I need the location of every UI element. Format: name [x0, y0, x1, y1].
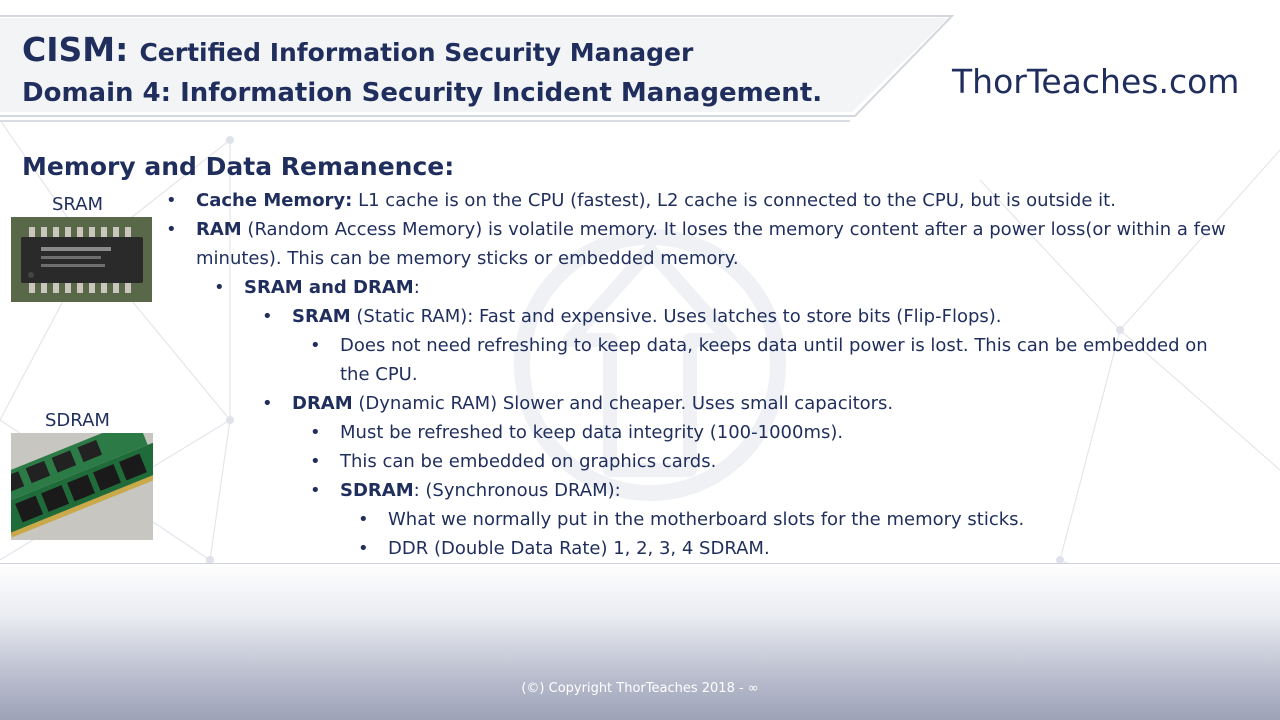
bullet-sdram	[0, 476, 1280, 505]
bullet-cache-memory	[0, 186, 1280, 215]
bullet-text: : (Synchronous DRAM):	[413, 480, 621, 501]
sram-caption: SRAM	[52, 194, 104, 215]
bullet-dram-refresh: • Must be refreshed to keep data integrity (100-1000ms).	[0, 418, 1280, 447]
bullet-text: L1 cache is on the CPU (fastest), L2 cache is connected to the CPU, but is outside it.	[352, 190, 1116, 211]
bullet-sram-refresh: • Does not need refreshing to keep data, keeps data until power is lost. This can be embedded on the CPU.	[0, 331, 1280, 389]
bullet-term: Cache Memory:	[196, 190, 353, 211]
bullet-text: (Dynamic RAM) Slower and cheaper. Uses small capacitors.	[352, 393, 894, 414]
footer-divider	[0, 563, 1280, 564]
bullet-list	[0, 186, 1280, 563]
bullet-dram	[0, 389, 1280, 418]
bullet-text: :	[413, 277, 420, 298]
bullet-ram	[0, 215, 1280, 273]
course-title	[22, 30, 693, 69]
domain-subtitle: Domain 4: Information Security Incident Management.	[22, 78, 823, 108]
bullet-sram	[0, 302, 1280, 331]
bullet-term: RAM	[196, 219, 242, 240]
bullet-term: SDRAM	[340, 480, 414, 501]
bullet-term: SRAM and DRAM	[244, 277, 414, 298]
bullet-text: (Random Access Memory) is volatile memory. It loses the memory content after a power loss(or within a few minutes). This can be memory sticks or embedded memory.	[196, 219, 1226, 269]
bullet-sdram-ddr: • DDR (Double Data Rate) 1, 2, 3, 4 SDRAM.	[0, 534, 1280, 563]
bullet-text: (Static RAM): Fast and expensive. Uses latches to store bits (Flip-Flops).	[350, 306, 1002, 327]
footer-gradient	[0, 563, 1280, 720]
bullet-term: SRAM	[292, 306, 351, 327]
bullet-term: DRAM	[292, 393, 353, 414]
brand-name: ThorTeaches.com	[952, 62, 1240, 101]
bullet-sdram-motherboard: • What we normally put in the motherboard slots for the memory sticks.	[0, 505, 1280, 534]
copyright-footer: (©) Copyright ThorTeaches 2018 - ∞	[521, 681, 759, 696]
course-full-name: Certified Information Security Manager	[139, 38, 694, 67]
bullet-dram-graphics: • This can be embedded on graphics cards.	[0, 447, 1280, 476]
section-heading: Memory and Data Remanence:	[22, 152, 455, 181]
course-acronym: CISM:	[22, 30, 129, 69]
sdram-caption: SDRAM	[45, 410, 110, 431]
bullet-sram-and-dram	[0, 273, 1280, 302]
